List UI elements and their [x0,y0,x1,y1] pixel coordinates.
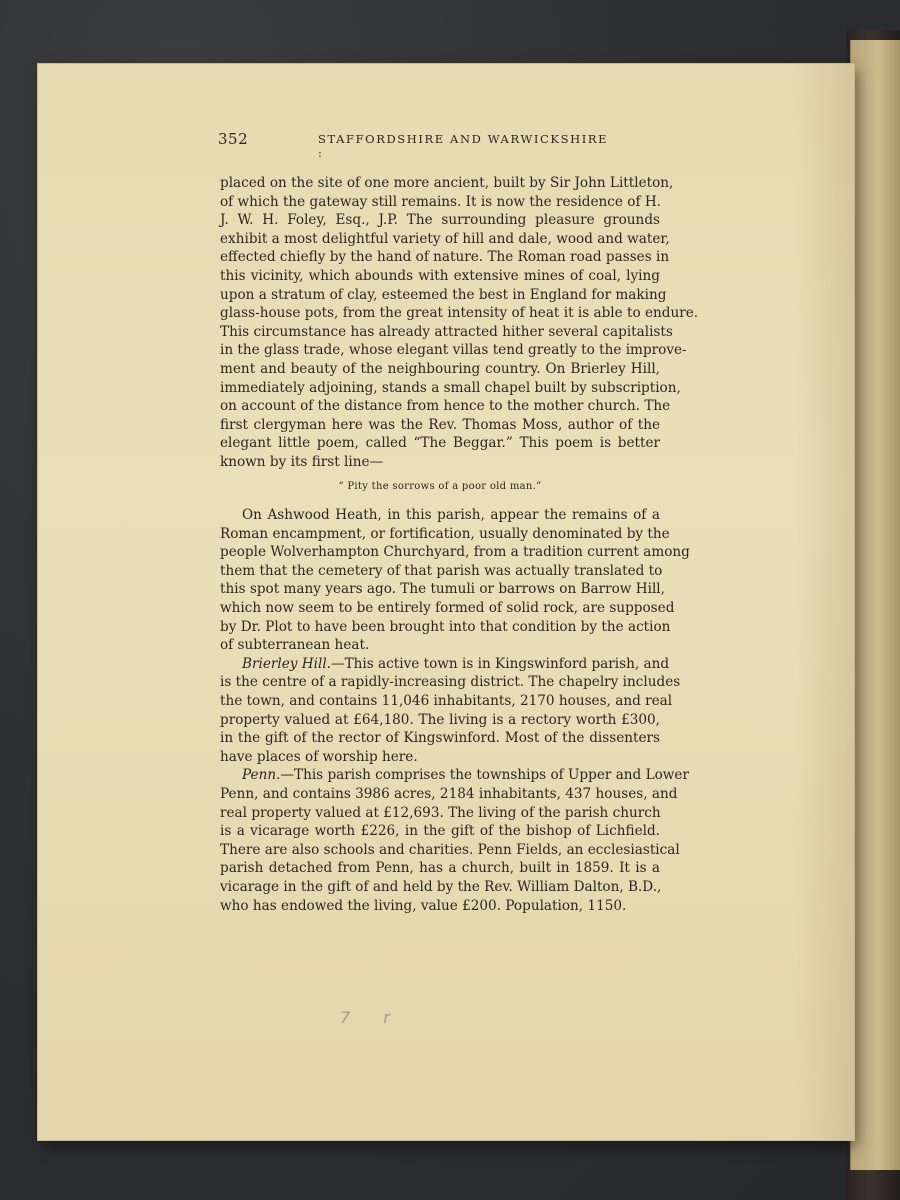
text-line: This circumstance has already attracted hither several capitalists [220,323,673,340]
text-line: first clergyman here was the Rev. Thomas Moss, author of the [220,416,660,433]
text-line: exhibit a most delightful variety of hill and dale, wood and water, [220,230,670,247]
text-line: in the glass trade, whose elegant villas tend greatly to the improve- [220,342,687,359]
text-line: immediately adjoining, stands a small chapel built by subscription, [220,379,681,396]
text-line: property valued at £64,180. The living is a rectory worth £300, [220,711,660,728]
section-title-penn: Penn. [242,767,281,784]
text-line: is a vicarage worth £226, in the gift of the bishop of Lichfield. [220,823,660,840]
text-line: of subterranean heat. [220,637,370,654]
text-line: Penn, and contains 3986 acres, 2184 inhabitants, 437 houses, and [220,786,678,802]
text-line: upon a stratum of clay, esteemed the best in England for making [220,286,667,303]
paragraph-penn [220,766,689,915]
page-header [218,130,618,160]
text-line [220,655,670,674]
text-line: known by its first line— [220,453,384,470]
body-text [220,174,699,915]
paragraph-1 [220,174,699,472]
text-line: have places of worship here. [220,748,418,765]
text-line: by Dr. Plot to have been brought into that condition by the action [220,618,671,635]
text-line: J. W. H. Foley, Esq., J.P. The surrounding pleasure grounds [220,212,660,229]
text-line: elegant little poem, called “The Beggar.” This poem is better [220,435,660,452]
text-line: There are also schools and charities. Penn Fields, an ecclesiastical [220,841,680,858]
text-line: effected chiefly by the hand of nature. The Roman road passes in [220,249,670,266]
section-title-brierley-hill: Brierley Hill. [242,655,331,672]
text-line: them that the cemetery of that parish was actually translated to [220,562,663,579]
text-line: ment and beauty of the neighbouring country. On Brierley Hill, [220,360,660,377]
text-line: On Ashwood Heath, in this parish, appear the remains of a [242,507,660,524]
text-line: this spot many years ago. The tumuli or barrows on Barrow Hill, [220,581,665,598]
paragraph-brierley-hill [220,655,681,767]
text-line: vicarage in the gift of and held by the Rev. William Dalton, B.D., [220,878,662,895]
text-line: parish detached from Penn, has a church, built in 1859. It is a [220,860,660,877]
text-line: people Wolverhampton Churchyard, from a tradition current among [220,544,690,561]
text-line: real property valued at £12,693. The living of the parish church [220,804,661,821]
paragraph-2 [220,506,690,655]
poem-quote: “ Pity the sorrows of a poor old man.” [338,480,542,492]
text-line: glass-house pots, from the great intensity of heat it is able to endure. [220,305,699,322]
running-head: STAFFORDSHIRE AND WARWICKSHIRE : [318,132,609,160]
text-line: in the gift of the rector of Kingswinford. Most of the dissenters [220,730,660,747]
text-line: who has endowed the living, value £200. Population, 1150. [220,897,627,914]
text-line: this vicinity, which abounds with extensive mines of coal, lying [220,267,660,284]
text-line: which now seem to be entirely formed of solid rock, are supposed [220,600,675,617]
page-stack-edge [850,40,900,1170]
text-line: Roman encampment, or fortification, usually denominated by the [220,525,670,542]
page-number: 352 [218,130,249,148]
text-line: the town, and contains 11,046 inhabitants, 2170 houses, and real [220,693,673,710]
text-fragment: —This active town is in Kingswinford parish, and [331,655,670,672]
text-line: is the centre of a rapidly-increasing district. The chapelry includes [220,674,681,691]
text-line: of which the gateway still remains. It is now the residence of H. [220,193,662,210]
text-line [220,766,689,785]
text-fragment: —This parish comprises the townships of Upper and Lower [280,767,689,784]
text-line: on account of the distance from hence to the mother church. The [220,398,671,415]
text-line: placed on the site of one more ancient, built by Sir John Littleton, [220,175,674,191]
pencil-annotation: 7 r [340,1008,404,1027]
